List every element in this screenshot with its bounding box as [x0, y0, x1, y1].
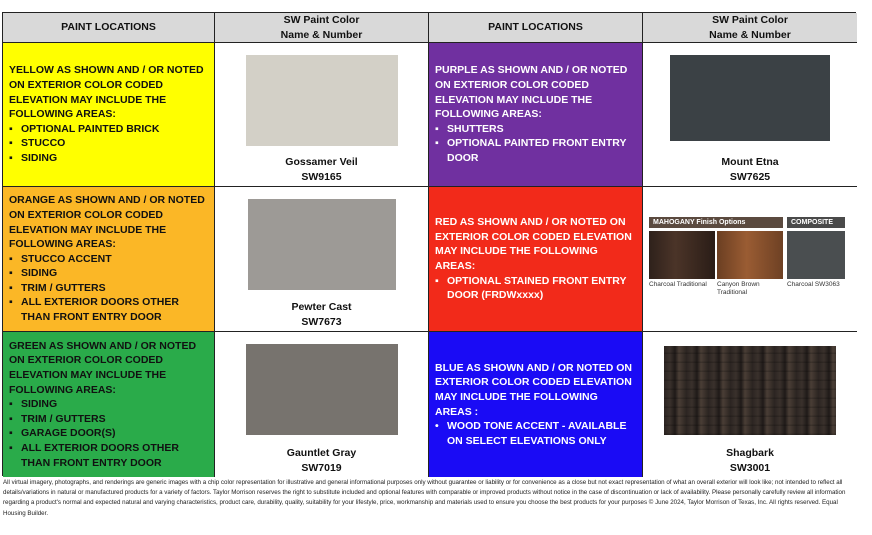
wood-swatch [664, 346, 836, 435]
door-captions [787, 281, 845, 289]
location-list [435, 419, 636, 448]
location-text: BLUE AS SHOWN AND / OR NOTED ON EXTERIOR COLOR CODED ELEVATION MAY INCLUDE THE FOLLOWING AREAS : [435, 361, 632, 418]
list-item: ▪ SIDING [9, 266, 208, 281]
door-images [649, 231, 783, 279]
swatch-cell-pewter-cast [215, 187, 429, 332]
location-text: PURPLE AS SHOWN AND / OR NOTED ON EXTERIOR COLOR CODED ELEVATION MAY INCLUDE THE FOLLOWING AREAS: [435, 64, 628, 121]
door-captions [649, 281, 783, 296]
mahogany-label: MAHOGANY Finish Options [649, 217, 783, 228]
door-canyon-brown-image [717, 231, 783, 279]
swatch-name: Mount Etna [721, 156, 779, 168]
list-item: ▪ SIDING [9, 151, 208, 166]
header-label: PAINT LOCATIONS [488, 21, 583, 33]
header-paint-locations-1 [3, 13, 215, 43]
location-yellow [3, 43, 215, 187]
location-purple [429, 43, 643, 187]
list-item: ▪ ALL EXTERIOR DOORS OTHER THAN FRONT ENTRY DOOR [9, 295, 208, 324]
header-label: Name & Number [709, 28, 791, 41]
door-caption: Charcoal SW3063 [787, 281, 840, 288]
location-list [9, 122, 208, 166]
header-paint-locations-2 [429, 13, 643, 43]
swatch-cell-gauntlet-gray [215, 332, 429, 477]
list-item: ▪ TRIM / GUTTERS [9, 412, 208, 427]
swatch-number: SW9165 [301, 171, 342, 183]
swatch-number: SW7019 [301, 462, 342, 474]
location-text: GREEN AS SHOWN AND / OR NOTED ON EXTERIOR COLOR CODED ELEVATION MAY INCLUDE THE FOLLOWING AREAS: [9, 339, 197, 396]
door-options-cell [643, 187, 857, 332]
composite-label: COMPOSITE [787, 217, 845, 228]
header-label: SW Paint Color [712, 13, 788, 26]
list-item: • WOOD TONE ACCENT - AVAILABLE ON SELECT ELEVATIONS ONLY [435, 419, 636, 448]
door-images [787, 231, 845, 279]
swatch-label [287, 446, 356, 477]
location-text: ORANGE AS SHOWN AND / OR NOTED ON EXTERIOR COLOR CODED ELEVATION MAY INCLUDE THE FOLLOWING AREAS: [9, 194, 205, 251]
swatch-label [721, 155, 778, 186]
disclaimer-text: All virtual imagery, photographs, and renderings are generic images with a chip color representation for illustrative and general informational purposes only without guarantee or liability or for convenience as a close but not exact representation of what an overall exterior will look like; not intended to reflect all details/variations in natural or manufactured products for a variety of factors. Taylor Morrison reserves the right to substitute included and optional features with comparable or improved products without notice in the case of discontinuation or lack of availability. Please personally carefully review all information regarding a product's normal and expected natural and varying characteristics, product care, durability, quality, suitability for your lifestyle, price, workmanship and materials used to ensure you choose the best products for your purposes © June 2024, Taylor Morrison of Texas, Inc. All rights reserved. Equal Housing Builder. [3, 479, 846, 517]
color-swatch [248, 199, 396, 290]
location-red [429, 187, 643, 332]
location-text: RED AS SHOWN AND / OR NOTED ON EXTERIOR COLOR CODED ELEVATION MAY INCLUDE THE FOLLOWING AREAS: [435, 216, 632, 272]
location-orange [3, 187, 215, 332]
location-blue [429, 332, 643, 477]
door-charcoal-image [649, 231, 715, 279]
color-swatch [670, 55, 830, 141]
swatch-cell-mount-etna [643, 43, 857, 187]
list-item: ▪ GARAGE DOOR(S) [9, 426, 208, 441]
location-text: YELLOW AS SHOWN AND / OR NOTED ON EXTERIOR COLOR CODED ELEVATION MAY INCLUDE THE FOLLOWING AREAS: [9, 64, 204, 121]
swatch-name: Shagbark [726, 447, 774, 459]
swatch-name: Gossamer Veil [285, 156, 358, 168]
location-green [3, 332, 215, 477]
header-sw-color-1 [215, 13, 429, 43]
swatch-label [291, 300, 351, 331]
list-item: ▪ OPTIONAL PAINTED FRONT ENTRY DOOR [435, 136, 636, 165]
paint-locations-table [2, 12, 856, 476]
location-list [9, 397, 208, 470]
header-sw-color-2 [643, 13, 857, 43]
door-caption: Canyon Brown Traditional [717, 281, 760, 296]
swatch-name: Gauntlet Gray [286, 447, 357, 459]
list-item: ▪ SIDING [9, 397, 208, 412]
door-finish-options [643, 217, 857, 296]
location-list [435, 274, 636, 303]
swatch-cell-shagbark [643, 332, 857, 477]
list-item: ▪ STUCCO ACCENT [9, 252, 208, 267]
list-item: ▪ STUCCO [9, 136, 208, 151]
composite-options [787, 217, 845, 296]
swatch-name: Pewter Cast [291, 301, 352, 313]
list-item: ▪ OPTIONAL STAINED FRONT ENTRY DOOR (FRDWxxxx) [435, 274, 636, 303]
swatch-cell-gossamer-veil [215, 43, 429, 187]
swatch-number: SW7625 [729, 171, 771, 183]
door-composite-charcoal-image [787, 231, 845, 279]
list-item: ▪ ALL EXTERIOR DOORS OTHER THAN FRONT ENTRY DOOR [9, 441, 208, 470]
list-item: ▪ SHUTTERS [435, 122, 636, 137]
header-label: PAINT LOCATIONS [61, 21, 156, 33]
swatch-number: SW3001 [729, 462, 771, 474]
list-item: ▪ TRIM / GUTTERS [9, 281, 208, 296]
location-list [9, 252, 208, 325]
swatch-number: SW7673 [301, 316, 342, 328]
door-caption: Charcoal Traditional [649, 281, 707, 288]
color-swatch [246, 344, 398, 435]
swatch-label [285, 155, 357, 186]
list-item: ▪ OPTIONAL PAINTED BRICK [9, 122, 208, 137]
header-label: Name & Number [280, 28, 363, 41]
header-label: SW Paint Color [283, 13, 360, 26]
location-list [435, 122, 636, 166]
color-swatch [246, 55, 398, 146]
swatch-label [726, 446, 774, 477]
mahogany-options [649, 217, 783, 296]
